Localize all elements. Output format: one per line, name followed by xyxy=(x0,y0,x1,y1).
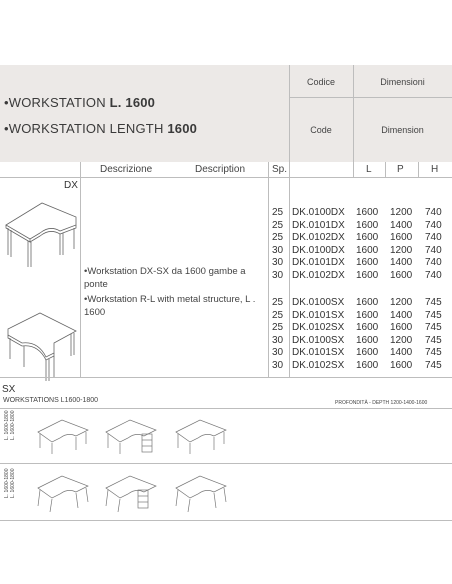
header-codice: Codice xyxy=(306,77,335,87)
strip1-desk-3-drawing xyxy=(174,416,230,456)
divider-strip1-top xyxy=(0,408,452,409)
cell-sp: 25 xyxy=(272,219,284,231)
label-sx: SX xyxy=(2,384,16,395)
strip2-desk-3-drawing xyxy=(174,472,230,514)
cell-p: 1200 xyxy=(390,244,413,256)
cell-p: 1400 xyxy=(390,347,413,358)
column-h: H xyxy=(431,164,439,175)
divider-strip1-bottom xyxy=(0,463,452,464)
footer-right-label: PROFONDITÀ - DEPTH 1200-1400-1600 xyxy=(335,400,428,406)
cell-h: 745 xyxy=(425,347,442,358)
cell-l: 1600 xyxy=(356,322,379,333)
divider-h-col xyxy=(418,162,419,177)
column-descrizione: Descrizione xyxy=(100,164,153,175)
divider-image-col xyxy=(80,162,81,377)
cell-sp: 30 xyxy=(272,244,284,256)
cell-l: 1600 xyxy=(356,207,379,218)
cell-code: DK.0100DX xyxy=(292,244,345,256)
strip1-desk-2-drawing xyxy=(104,416,160,456)
cell-h: 740 xyxy=(425,244,442,256)
cell-l: 1600 xyxy=(356,347,379,358)
title-italian xyxy=(4,95,155,110)
cell-sp: 25 xyxy=(272,322,284,333)
cell-sp: 25 xyxy=(272,309,284,321)
cell-code: DK.0100DX xyxy=(292,207,345,218)
strip1-side-label-a: L. 1600-1800 xyxy=(4,410,10,440)
cell-p: 1600 xyxy=(390,269,413,281)
cell-sp: 30 xyxy=(272,257,284,268)
header-code: Code xyxy=(310,125,332,135)
cell-l: 1600 xyxy=(356,297,379,308)
cell-l: 1600 xyxy=(356,257,379,268)
header-dimensioni: Dimensioni xyxy=(380,77,425,87)
divider-colheader xyxy=(0,177,452,178)
label-dx: DX xyxy=(64,180,78,191)
title-english-bold: 1600 xyxy=(167,121,198,136)
cell-sp: 30 xyxy=(272,359,284,371)
column-description: Description xyxy=(195,164,246,175)
strip2-side-label-b: L. 1600-1800 xyxy=(10,468,16,498)
strip1-desk-1-drawing xyxy=(36,416,92,456)
cell-l: 1600 xyxy=(356,269,379,281)
cell-sp: 25 xyxy=(272,207,284,218)
desk-sx-drawing xyxy=(0,305,80,383)
cell-h: 745 xyxy=(425,334,442,346)
strip2-desk-2-drawing xyxy=(104,472,160,514)
title-italian-text: •WORKSTATION xyxy=(4,95,110,110)
cell-p: 1600 xyxy=(390,232,413,243)
cell-sp: 30 xyxy=(272,269,284,281)
divider-sp-col xyxy=(268,162,269,377)
cell-h: 740 xyxy=(425,219,442,231)
cell-sp: 25 xyxy=(272,232,284,243)
cell-h: 745 xyxy=(425,297,442,308)
title-english-text: •WORKSTATION LENGTH xyxy=(4,121,168,136)
column-l: L xyxy=(366,164,372,175)
divider-header-mid xyxy=(289,97,452,98)
divider-l-col xyxy=(353,162,354,177)
cell-l: 1600 xyxy=(356,359,379,371)
cell-p: 1200 xyxy=(390,297,413,308)
divider-code-left xyxy=(289,65,290,377)
cell-p: 1600 xyxy=(390,322,413,333)
cell-p: 1600 xyxy=(390,359,413,371)
divider-p-col xyxy=(385,162,386,177)
divider-strip2-bottom xyxy=(0,520,452,521)
cell-l: 1600 xyxy=(356,334,379,346)
cell-sp: 30 xyxy=(272,334,284,346)
cell-h: 745 xyxy=(425,359,442,371)
column-sp: Sp. xyxy=(272,164,288,175)
column-p: P xyxy=(397,164,404,175)
cell-l: 1600 xyxy=(356,232,379,243)
strip1-side-label-b: L. 1600-1800 xyxy=(10,410,16,440)
cell-h: 740 xyxy=(425,269,442,281)
cell-code: DK.0102DX xyxy=(292,232,345,243)
cell-code: DK.0102SX xyxy=(292,322,345,333)
desk-dx-drawing xyxy=(0,195,80,270)
description-italian: •Workstation DX-SX da 1600 gambe a ponte xyxy=(84,266,246,290)
title-italian-bold: L. 1600 xyxy=(109,95,156,110)
divider-table-bottom xyxy=(0,377,452,378)
cell-code: DK.0101DX xyxy=(292,257,345,268)
cell-h: 745 xyxy=(425,309,442,321)
cell-code: DK.0101DX xyxy=(292,219,345,231)
cell-h: 745 xyxy=(425,322,442,333)
strip2-side-label-a: L. 1600-1800 xyxy=(4,468,10,498)
cell-h: 740 xyxy=(425,232,442,243)
cell-code: DK.0101SX xyxy=(292,309,345,321)
cell-code: DK.0100SX xyxy=(292,334,345,346)
cell-l: 1600 xyxy=(356,309,379,321)
cell-code: DK.0102DX xyxy=(292,269,345,281)
cell-p: 1400 xyxy=(390,219,413,231)
cell-sp: 30 xyxy=(272,347,284,358)
cell-l: 1600 xyxy=(356,219,379,231)
cell-p: 1400 xyxy=(390,309,413,321)
strip2-desk-1-drawing xyxy=(36,472,92,514)
cell-p: 1200 xyxy=(390,334,413,346)
cell-sp: 25 xyxy=(272,297,284,308)
cell-code: DK.0102SX xyxy=(292,359,345,371)
header-dimension: Dimension xyxy=(381,125,424,135)
cell-h: 740 xyxy=(425,207,442,218)
footer-left-label: WORKSTATIONS L1600-1800 xyxy=(3,397,99,404)
cell-p: 1200 xyxy=(390,207,413,218)
cell-l: 1600 xyxy=(356,244,379,256)
cell-p: 1400 xyxy=(390,257,413,268)
cell-h: 740 xyxy=(425,257,442,268)
cell-code: DK.0100SX xyxy=(292,297,345,308)
description-english: •Workstation R-L with metal structure, L . 1600 xyxy=(84,294,256,318)
title-english xyxy=(4,121,197,136)
cell-code: DK.0101SX xyxy=(292,347,345,358)
